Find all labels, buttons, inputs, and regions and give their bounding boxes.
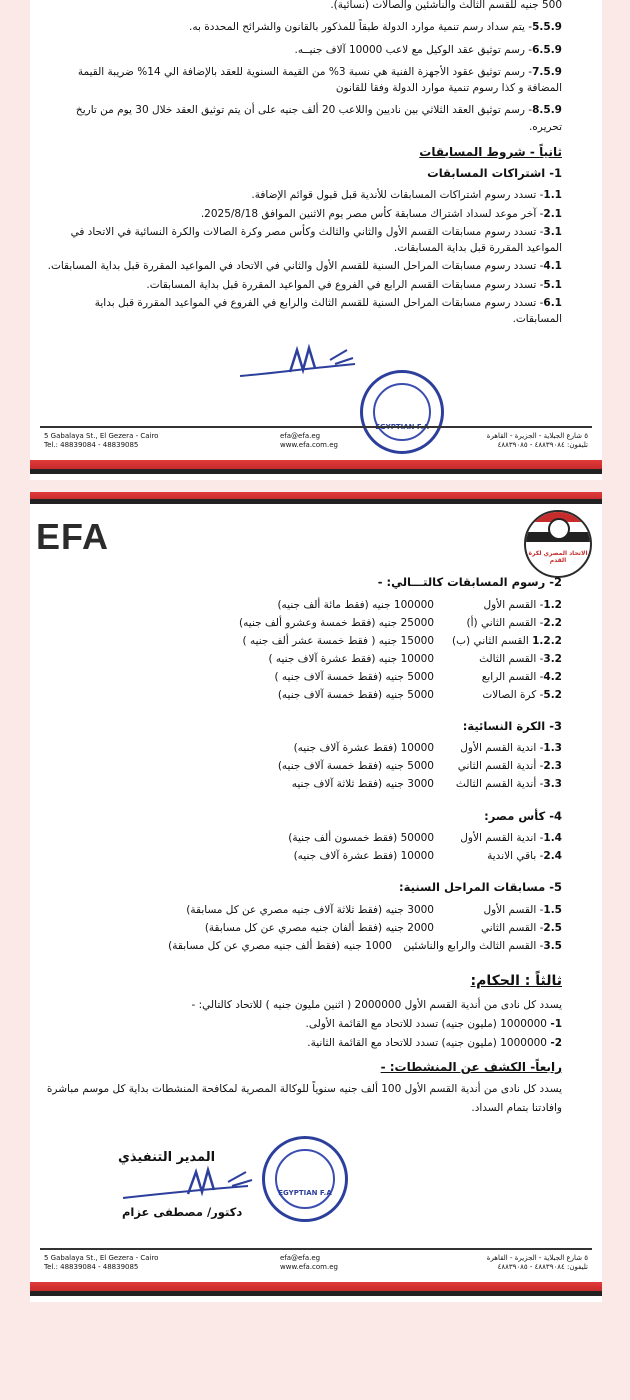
page1-color-band — [30, 460, 602, 474]
women-row: 3.3- أندية القسم الثالث 3000 جنيه (فقط ثلاثة آلاف جنيه — [291, 778, 562, 791]
women-row: 1.3- اندية القسم الأول 10000 (فقط عشرة آلاف جنيه) — [293, 742, 562, 755]
youth-row: 3.5- القسم الثالث والرابع والناشئين 1000 جنيه (فقط ألف جنيه مصري عن كل مسابقة) — [168, 940, 562, 953]
subitem-5-1: 5.1- تسدد رسوم مسابقات القسم الرابع في الفروع في المواعيد المقررة قبل بداية المسابقات. — [146, 278, 562, 291]
fee-row: 4.2- القسم الرابع 5000 جنيه (فقط خمسة آلاف جنيه ) — [274, 670, 562, 683]
page2-footer — [40, 1248, 592, 1284]
footer-address-en: 5 Gabalaya St., El Gezera - Cairo Tel.: 48839084 - 48839085 — [44, 432, 159, 450]
fee-row: 5.2- كرة الصالات 5000 جنيه (فقط خمسة آلاف جنيه) — [277, 688, 562, 701]
page2-body — [30, 570, 602, 1121]
section-title-conditions: ثانياً - شروط المسابقات — [419, 144, 562, 159]
youth-row: 2.5- القسم الثاني 2000 جنيه (فقط ألفان جنيه مصري عن كل مسابقة) — [204, 922, 562, 935]
fees-list — [30, 596, 602, 704]
cup-row: 2.4- باقي الاندية 10000 (فقط عشرة آلاف جنيه) — [293, 850, 562, 863]
subsection-title-subscriptions: 1- اشتراكات المسابقات — [427, 166, 562, 181]
signatory-title: المدير التنفيذي — [118, 1150, 216, 1165]
women-row: 2.3- أندية القسم الثاني 5000 جنيه (فقط خمسة آلاف جنيه) — [277, 760, 562, 773]
page1-item-0: 500 جنيه للقسم الثالث والناشئين والصالات (نسائية). — [330, 0, 562, 11]
youth-row: 1.5- القسم الأول 3000 جنيه (فقط ثلاثة آلاف جنيه مصري عن كل مسابقة) — [186, 904, 562, 917]
women-title: 3- الكرة النسائية: — [462, 718, 562, 733]
youth-title: 5- مسابقات المراحل السنية: — [399, 880, 562, 895]
page1-item-2: 6.5.9- رسم توثيق عقد الوكيل مع لاعب 10000 آلاف جنيــه. — [294, 43, 562, 56]
footer-contact: efa@efa.eg www.efa.com.eg — [280, 1254, 338, 1272]
fee-row: 1.2.2 القسم الثاني (ب) 15000 جنيه ( فقط خمسة عشر ألف جنيه ) — [242, 634, 562, 647]
signatory-name: دكتور/ مصطفى عزام — [122, 1205, 243, 1219]
cup-title: 4- كأس مصر: — [484, 808, 562, 823]
subitem-1-1: 1.1- تسدد رسوم اشتراكات المسابقات للأندية قبل قبول قوائم الإضافة. — [251, 189, 562, 202]
page1-item-1: 5.5.9- يتم سداد رسم تنمية موارد الدولة طبقاً للمذكور بالقانون والشرائح المحددة به. — [189, 21, 562, 34]
signature-1 — [235, 338, 365, 386]
fee-row: 3.2- القسم الثالث 10000 جنيه (فقط عشرة آلاف جنيه ) — [268, 652, 562, 665]
official-stamp-1: EGYPTIAN F.A — [360, 370, 444, 454]
signature-2 — [118, 1164, 268, 1208]
footer-address-ar: ٥ شارع الجبلاية - الجزيرة - القاهرة تليفون: ٤٨٨٣٩٠٨٤ - ٤٨٨٣٩٠٨٥ — [486, 1254, 588, 1272]
subitem-2-1: 2.1- آخر موعد لسداد اشتراك مسابقة كأس مصر يوم الاثنين الموافق 2025/8/18. — [200, 207, 562, 220]
subitem-3-1: 3.1- تسدد رسوم مسابقات القسم الأول والثاني والثالث وكأس مصر وكرة الصالات والكرة النسائية في الاتحاد في المواعيد المقررة قبل بداية المسابقات. — [70, 225, 562, 255]
page2-color-band — [30, 1282, 602, 1296]
footer-address-en: 5 Gabalaya St., El Gezera - Cairo Tel.: 48839084 - 48839085 — [44, 1254, 159, 1272]
document-page-2 — [30, 492, 602, 1302]
subitem-4-1: 4.1- تسدد رسوم مسابقات المراحل السنية للقسم الأول والثاني في الاتحاد في المواعيد المقررة قبل بداية المسابقات. — [47, 260, 562, 273]
referees-item-2: 2- 1000000 (مليون جنيه) تسدد للاتحاد مع القائمة الثانية. — [307, 1037, 562, 1050]
footer-address-ar: ٥ شارع الجبلاية - الجزيرة - القاهرة تليفون: ٤٨٨٣٩٠٨٤ - ٤٨٨٣٩٠٨٥ — [486, 432, 588, 450]
page1-item-4: 8.5.9- رسم توثيق العقد الثلاثي بين ناديين واللاعب 20 ألف جنيه على أن يتم توثيق العقد خلال 30 يوم من تاريخ تحريره. — [75, 104, 562, 133]
efa-logo: EFA — [36, 516, 110, 557]
efa-crest-icon: الاتحاد المصري لكرة القدم — [524, 510, 592, 578]
official-stamp-2: EGYPTIAN F.A — [262, 1136, 348, 1222]
subitem-6-1: 6.1- تسدد رسوم مسابقات المراحل السنية للقسم الثالث والرابع في الفروع في المواعيد المقررة قبل بداية المسابقات. — [94, 296, 562, 326]
document-page-1 — [30, 0, 602, 480]
fee-row: 1.2- القسم الأول 100000 جنيه (فقط مائة ألف جنيه) — [277, 598, 562, 611]
referees-title: ثالثاً : الحكام: — [470, 973, 562, 990]
page2-top-band — [30, 492, 602, 504]
footer-contact: efa@efa.eg www.efa.com.eg — [280, 432, 338, 450]
doping-text: يسدد كل نادى من أندية القسم الأول 100 ألف جنيه سنوياً للوكالة المصرية لمكافحة المنشطات بداية كل موسم مباشرة وافادتنا بتمام السداد. — [46, 1083, 562, 1115]
page1-item-3: 7.5.9- رسم توثيق عقود الأجهزة الفنية هي نسبة 3% من القيمة السنوية للعقد بالإضافة الي 14% ضريبة القيمة المضافة و كذا رسوم تنمية موارد الدولة وفقا للقانون — [77, 65, 562, 95]
page1-footer — [40, 426, 592, 462]
cup-row: 1.4- اندية القسم الأول 50000 (فقط خمسون ألف جنية) — [288, 832, 562, 845]
referees-item-1: 1- 1000000 (مليون جنيه) تسدد للاتحاد مع القائمة الأولى. — [305, 1018, 562, 1031]
referees-intro: يسدد كل نادى من أندية القسم الأول 2000000 ( اثنين مليون جنيه ) للاتحاد كالتالي: - — [191, 998, 562, 1011]
doping-title: رابعاً- الكشف عن المنشطات: - — [380, 1059, 562, 1074]
page1-body — [30, 0, 602, 327]
fee-row: 2.2- القسم الثاني (أ) 25000 جنيه (فقط خمسة وعشرو ألف جنيه) — [239, 616, 562, 629]
fees-title: 2- رسوم المسابقات كالتـــالي: - — [377, 575, 562, 589]
